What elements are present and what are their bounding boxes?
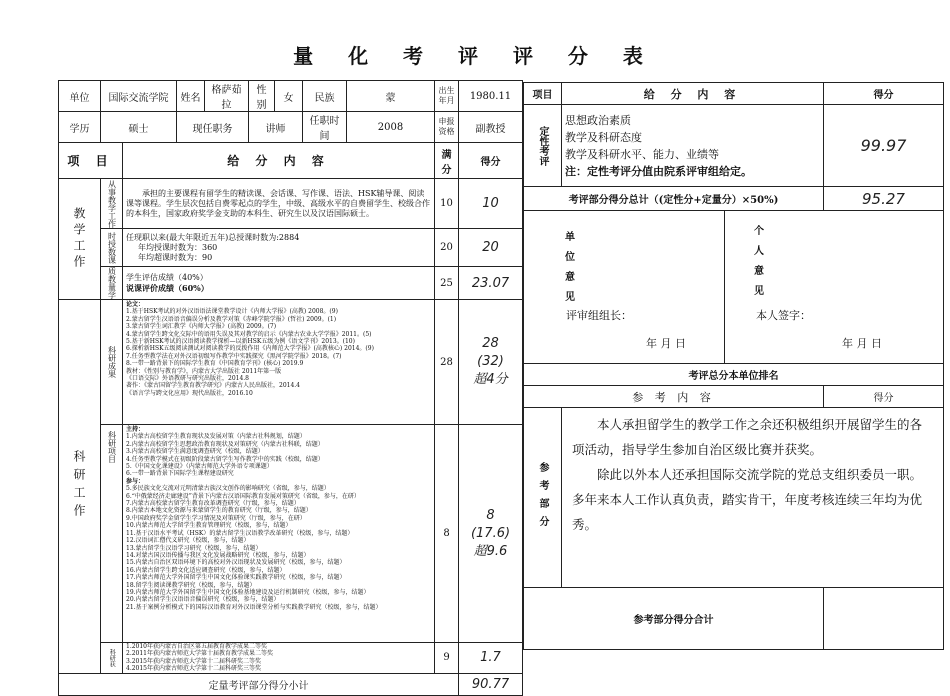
ethnic-label: 民族 [303, 81, 347, 112]
teaching-sub-2: 时授数课 [101, 229, 123, 267]
gender-value: 女 [275, 81, 303, 112]
awards-list [126, 643, 431, 673]
opinion-divider [724, 211, 725, 363]
ref-header-content: 参 考 内 容 [524, 386, 824, 408]
project-join-item: 19.内蒙古师范大学外国留学生中国文化体验基地建设及运行机制研究（校级，参与，结题） [126, 588, 370, 596]
achievement-item: 《口语交际》外语教研与研究出版社，2014.8 [126, 375, 249, 383]
award-item: 2.2011年获内蒙古师范大学第十届教育教学成果二等奖 [126, 650, 273, 658]
group-leader-label: 评审组组长： [566, 309, 632, 322]
project-host-item: 4.任务型教学模式在初级阶段蒙古留学生写作教学中的实践（校级，结题） [126, 455, 324, 463]
gender-label: 性别 [249, 81, 275, 112]
ethnic-value: 蒙 [347, 81, 435, 112]
birth-value: 1980.11 [459, 81, 523, 112]
subtotal-score: 90.77 [459, 673, 523, 695]
achievements-score: 28 [482, 336, 499, 351]
qual-note: 注：定性考评分值由院系评审组给定。 [565, 164, 752, 178]
achievements-sub: 科研成果 [101, 300, 123, 425]
total-score: 95.27 [824, 187, 944, 211]
projects-full: 8 [435, 425, 459, 643]
project-join-item: 21.基于案例分析模式下的国际汉语教育对外汉语课堂分析与实践教学研究（校级，参与，结题） [126, 603, 382, 611]
achievement-item: 3.蒙古留学生词汇教学《内师大学报》(高教) 2009。(7) [126, 323, 277, 331]
achievements-note-2: 超4分 [473, 372, 508, 387]
quantitative-table [58, 80, 523, 696]
appoint-label: 任职时间 [303, 112, 347, 143]
achievement-item: 2.蒙古留学生汉语语音偏误分析及教学对策《赤峰学院学报》(哲社) 2009。(1) [126, 315, 337, 323]
projects-content [123, 425, 435, 643]
achievement-item: 6.探析新HSK五级阅读测试对阅读教学的反拨作用《内师范大学学报》(高教核心) 2014。(9) [126, 345, 374, 353]
awards-content [123, 643, 435, 674]
awards-full: 9 [435, 643, 459, 674]
achievement-item: 4.蒙古留学生跨文化交际中的语用失误及其对教学的启示《内蒙古农业大学学报》2011。(5) [126, 330, 372, 338]
right-header-content: 给 分 内 容 [562, 83, 824, 105]
qual-line-2: 教学及科研态度 [565, 130, 642, 144]
achievements-score-cell [459, 300, 523, 425]
achievement-item: 8.一带一路背景下的国际学生教育《中国教育学刊》(核心) 2019.9 [126, 360, 304, 368]
projects-join-list [126, 485, 431, 611]
teaching-label: 教学工作 [59, 179, 101, 300]
teaching-full-1: 10 [435, 179, 459, 229]
teaching-content-2 [123, 229, 435, 267]
achievements-note-1: (32) [477, 354, 504, 369]
unit-opinion-label: 单位意见 [562, 231, 574, 311]
position-label: 现任职务 [177, 112, 249, 143]
qual-score: 99.97 [824, 105, 944, 187]
project-join-item: 8.内蒙古本地文化资源与来蒙留学生的教育研究（厅级，参与，结题） [126, 507, 312, 515]
projects-score-cell [459, 425, 523, 643]
header-item: 项 目 [59, 143, 123, 179]
project-join-item: 16.内蒙古留学生跨文化适应调查研究（校级，参与，结题） [126, 566, 286, 574]
sign-date: 年 月 日 [842, 337, 882, 350]
teaching-sub-3: 质教量学 [101, 267, 123, 300]
hours-line-2: 年均授课时数为：360 [138, 242, 218, 252]
ref-para-2: 除此以外本人还承担国际交流学院的党总支组织委员一职。多年来本人工作认真负责，踏实肯干，年度考核连续三年均为优秀。 [572, 467, 923, 532]
qual-line-1: 思想政治素质 [565, 113, 631, 127]
project-join-item: 6.“中俄蒙经济走廊建设”背景下内蒙古汉语国际教育发展对策研究（省级，参与，在研） [126, 492, 360, 500]
project-host-item: 3.内蒙古高校留学生满意度调查研究（校级，结题） [126, 448, 264, 456]
teaching-content-1: 承担的主要课程有留学生的精读课、会话课、写作课、语法、HSK辅导课、阅读课等课程。学生层次包括自费零起点的学生，中级、高级水平的自费留学生、校级合作的本科生，国家政府奖学金支助的本科生、研究生以及汉语国际硕士。 [123, 179, 435, 229]
teaching-sub-1: 从事教学工作 [101, 179, 123, 229]
ref-content [562, 408, 944, 588]
project-join-item: 7.内蒙古高校蒙古留学生教育改革调查研究（厅级，参与，结题） [126, 500, 300, 508]
position-value: 讲师 [249, 112, 303, 143]
achievement-item: 1.基于HSK考试的对外汉语语法课堂教学设计《内师大学报》(高教) 2008。(9) [126, 308, 338, 316]
opinion-cell [524, 211, 944, 364]
project-join-item: 12.汉语词汇僧代义研究（校级，参与，结题） [126, 537, 250, 545]
appoint-value: 2008 [347, 112, 435, 143]
header-score: 得分 [459, 143, 523, 179]
awards-sub: 科研获 [101, 643, 123, 674]
right-header-score: 得分 [824, 83, 944, 105]
teaching-content-3 [123, 267, 435, 300]
total-label: 考评部分得分总计（(定性分+定量分）×50%) [524, 187, 824, 211]
ref-label: 参考部分 [524, 408, 562, 588]
ref-para-1: 本人承担留学生的教学工作之余还积极组织开展留学生的各项活动，指导学生参加自治区级比赛并获奖。 [572, 417, 923, 457]
project-join-item: 15.内蒙古自治区双语环境下的高校对外汉语现状及发展研究（校级，参与，结题） [126, 559, 346, 567]
hours-line-3: 年均超课时数为：90 [138, 252, 213, 262]
group-date: 年 月 日 [646, 337, 686, 350]
projects-score: 8 [486, 507, 495, 523]
birth-label: 出生年月 [435, 81, 459, 112]
name-label: 姓名 [177, 81, 205, 112]
qual-value: 副教授 [459, 112, 523, 143]
header-content: 给 分 内 容 [123, 143, 435, 179]
sign-label: 本人签字： [756, 309, 811, 322]
project-join-item: 5.多民族文化交流对元明清蒙古族汉文创作的影响研究（省级，参与，结题） [126, 485, 330, 493]
projects-note-2: 超9.6 [473, 543, 508, 559]
projects-note-1: (17.6) [470, 525, 511, 541]
achievement-item: 5.基于新HSK考试的汉语阅读教学探析—以新HSK五级为例《语文学刊》2013。(10) [126, 338, 355, 346]
edu-label: 学历 [59, 112, 101, 143]
subtotal-label: 定量考评部分得分小计 [59, 673, 459, 695]
name-value: 格萨茹拉 [205, 81, 249, 112]
header-full: 满分 [435, 143, 459, 179]
achievements-heading: 论文： [126, 301, 145, 308]
award-item: 1.2010年获内蒙古自治区第五届教育教学成果二等奖 [126, 643, 267, 650]
project-join-item: 20.内蒙古留学生汉语语音偏误研究（校级，参与，结题） [126, 596, 280, 604]
unit-value: 国际交流学院 [101, 81, 177, 112]
project-host-item: 6.一带一路背景下国际学生课程建设研究 [126, 470, 234, 478]
project-join-item: 13.蒙古留学生汉语学习研究（校级，参与，结题） [126, 544, 262, 552]
awards-score: 1.7 [459, 643, 523, 674]
qualitative-table [523, 82, 944, 650]
projects-sub: 科研项目 [101, 425, 123, 643]
achievement-item: 著作：《蒙古国留学生教育教学研究》内蒙古人民出版社，2014.4 [126, 382, 300, 390]
qual-line-3: 教学及科研水平、能力、业绩等 [565, 147, 719, 161]
right-header-item: 项目 [524, 83, 562, 105]
unit-label: 单位 [59, 81, 101, 112]
award-item: 3.2015年获内蒙古师范大学第十二届科研奖二等奖 [126, 657, 261, 665]
project-join-item: 10.内蒙古师范大学留学生教育管理研究（校级，参与，结题） [126, 522, 292, 530]
qual-label: 申报资格 [435, 112, 459, 143]
edu-value: 硕士 [101, 112, 177, 143]
award-item: 4.2015年获内蒙古师范大学第十二届科研奖三等奖 [126, 665, 261, 673]
project-join-item: 9.中国政府奖学金留学生学习情况及对策研究（厅级，参与，在研） [126, 514, 306, 522]
achievement-item: 教材：《性别与教育学》，内蒙古大学出版社 2011年第一版 [126, 367, 282, 375]
achievement-item: 7.任务型教学法在对外汉语初级写作教学中实践探究《黑河学院学报》2018。(7) [126, 352, 342, 360]
teaching-full-3: 25 [435, 267, 459, 300]
teaching-score-3: 23.07 [459, 267, 523, 300]
project-host-item: 5.《中国文化课建设》（内蒙古师范大学外语专项课题） [126, 463, 273, 471]
page-title: 量 化 考 评 评 分 表 [293, 44, 657, 68]
research-label: 科研工作 [59, 300, 101, 674]
projects-join-label: 参与： [126, 477, 145, 485]
teaching-score-2: 20 [459, 229, 523, 267]
qual-content [562, 105, 824, 187]
project-join-item: 11.基于汉语水平考试（HSK）的蒙古留学生汉语教学改革研究（校级，参与，结题） [126, 529, 354, 537]
project-join-item: 18.留学生阅读课教学研究（校级，参与，结题） [126, 581, 256, 589]
project-join-item: 17.内蒙古师范大学外国留学生中国文化体验课实践教学研究（校级，参与，结题） [126, 574, 346, 582]
teaching-full-2: 20 [435, 229, 459, 267]
rank-label: 考评总分本单位排名 [524, 364, 944, 386]
quality-line-1: 学生评估成绩（40%） [126, 273, 208, 282]
hours-line-1: 任现职以来(最大年限近五年)总授课时数为:2884 [126, 232, 300, 242]
qual-label: 定性考评 [524, 105, 562, 187]
projects-host-list [126, 433, 431, 477]
project-join-item: 14.对蒙古国汉语传播与我区文化发展战略研究（校级，参与，结题） [126, 551, 310, 559]
person-opinion-label: 个人意见 [751, 225, 763, 305]
achievements-list [126, 308, 431, 397]
project-host-item: 2.内蒙古高校留学生思想政治教育现状及对策研究（内蒙古社科联，结题） [126, 440, 324, 448]
projects-host-label: 主持： [126, 426, 145, 433]
project-host-item: 1.内蒙古高校留学生教育现状及发展对策（内蒙古社科规划，结题） [126, 433, 306, 441]
achievements-full: 28 [435, 300, 459, 425]
teaching-score-1: 10 [459, 179, 523, 229]
ref-header-score: 得分 [824, 386, 944, 408]
achievements-content [123, 300, 435, 425]
achievement-item: 《语言学与跨文化应用》现代出版社，2016.10 [126, 389, 253, 397]
quality-line-2: 说课评价成绩（60%） [126, 283, 209, 293]
ref-total-score [824, 588, 944, 650]
ref-total-label: 参考部分得分合计 [524, 588, 824, 650]
